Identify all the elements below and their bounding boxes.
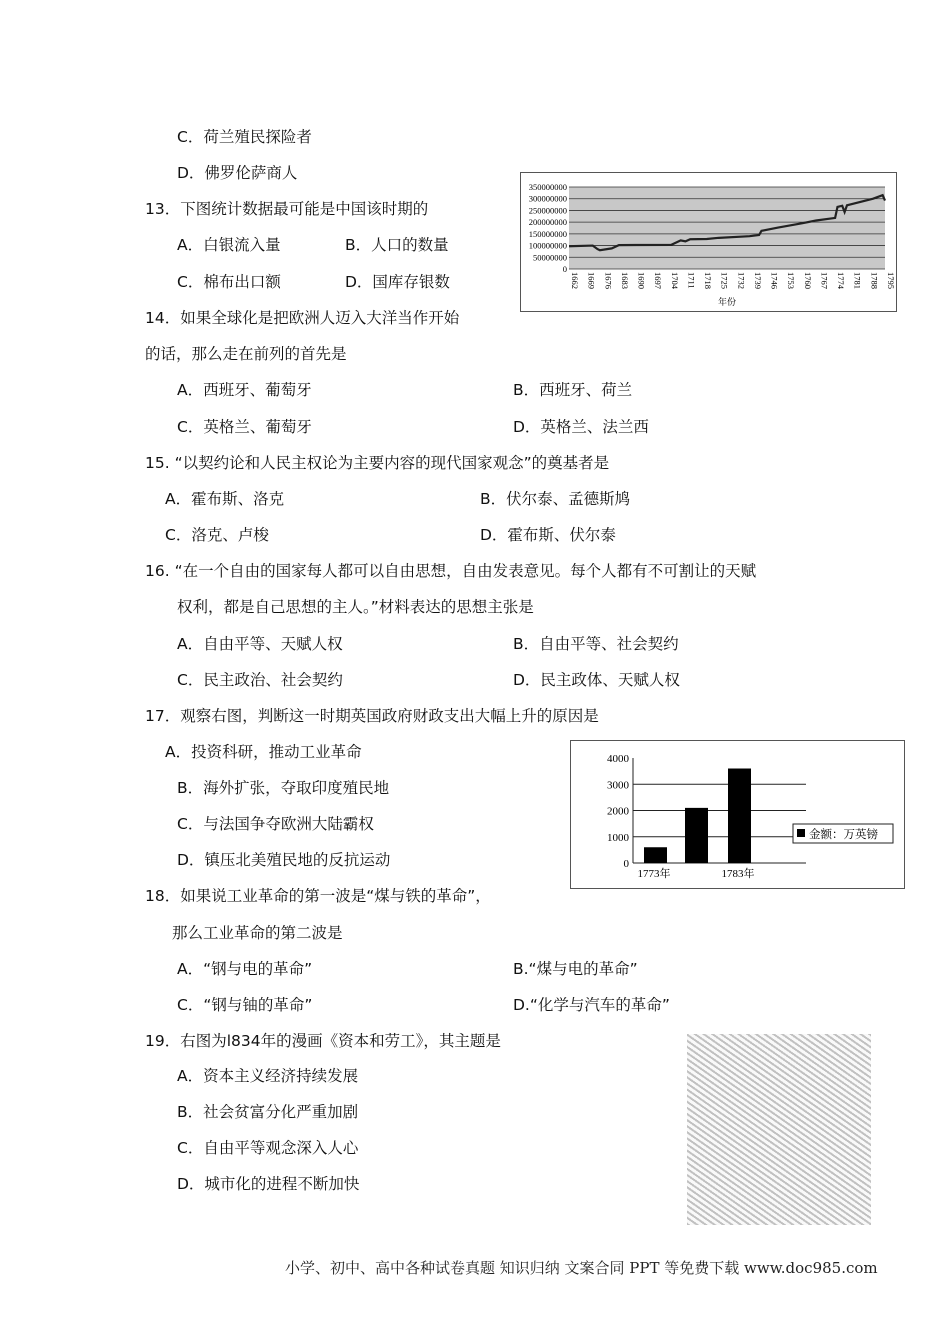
- y-tick-label: 0: [562, 264, 567, 274]
- y-tick-label: 250000000: [528, 205, 567, 216]
- x-tick-label: 1767: [819, 272, 830, 289]
- x-tick-label: 1781: [852, 272, 863, 289]
- q17-option-c: C．与法国争夺欧洲大陆霸权: [177, 815, 374, 833]
- q19-option-c: C．自由平等观念深入人心: [177, 1139, 359, 1157]
- q17-stem: 17．观察右图，判断这一时期英国政府财政支出大幅上升的原因是: [145, 707, 599, 725]
- y-tick-label: 350000000: [528, 182, 567, 192]
- x-tick-label: 1669: [586, 272, 597, 289]
- x-tick-label: 1760: [802, 272, 813, 289]
- q19-option-b: B．社会贫富分化严重加剧: [177, 1103, 359, 1121]
- q15-option-c: C．洛克、卢梭: [165, 526, 269, 544]
- x-tick-label: 1683: [619, 272, 630, 289]
- x-tick-label: 1690: [636, 272, 647, 289]
- q15-stem: 15. “以契约论和人民主权论为主要内容的现代国家观念”的奠基者是: [145, 454, 610, 472]
- x-tick-label: 1746: [769, 272, 780, 289]
- y-tick-label: 1000: [607, 831, 629, 844]
- q16-option-d: D．民主政体、天赋人权: [513, 671, 680, 689]
- footer-text: 小学、初中、高中各种试卷真题 知识归纳 文案合同 PPT 等免费下载 www.doc985.com: [285, 1259, 878, 1277]
- q14-stem-cont: 的话，那么走在前列的首先是: [145, 345, 347, 363]
- x-tick-label: 1788: [869, 272, 880, 289]
- q17-option-b: B．海外扩张，夺取印度殖民地: [177, 779, 390, 797]
- y-tick-label: 2000: [607, 805, 629, 818]
- y-tick-label: 150000000: [528, 228, 567, 239]
- q13-option-c: C．棉布出口额: [177, 273, 281, 291]
- q14-option-d: D．英格兰、法兰西: [513, 418, 649, 436]
- q18-option-a: A．“钢与电的革命”: [177, 960, 313, 978]
- x-tick-label: 1711: [686, 272, 697, 289]
- x-tick-label: 1739: [752, 272, 763, 289]
- q18-option-c: C．“钢与铀的革命”: [177, 996, 313, 1014]
- q18-option-d: D.“化学与汽车的革命”: [513, 996, 670, 1014]
- q15-option-d: D．霍布斯、伏尔泰: [480, 526, 616, 544]
- q19-stem: 19．右图为l834年的漫画《资本和劳工》，其主题是: [145, 1032, 501, 1050]
- x-tick-label: 1732: [736, 272, 747, 289]
- q12-option-d: D．佛罗伦萨商人: [177, 164, 298, 182]
- bar-chart-svg: [571, 741, 904, 888]
- legend-swatch: [797, 829, 805, 837]
- q14-option-c: C．英格兰、葡萄牙: [177, 418, 312, 436]
- y-tick-label: 100000000: [528, 240, 567, 251]
- q13-stem: 13．下图统计数据最可能是中国该时期的: [145, 200, 429, 218]
- bar: [644, 847, 667, 863]
- q19-option-a: A．资本主义经济持续发展: [177, 1067, 359, 1085]
- q18-stem: 18．如果说工业革命的第一波是“煤与铁的革命”，: [145, 887, 491, 905]
- q16-option-b: B．自由平等、社会契约: [513, 635, 679, 653]
- q14-stem: 14．如果全球化是把欧洲人迈入大洋当作开始: [145, 309, 460, 327]
- x-tick-label: 1676: [603, 272, 614, 289]
- q14-option-b: B．西班牙、荷兰: [513, 381, 633, 399]
- q18-stem-cont: 那么工业革命的第二波是: [172, 924, 343, 942]
- line-chart-svg: [521, 173, 896, 311]
- q17-option-d: D．镇压北美殖民地的反抗运动: [177, 851, 391, 869]
- q17-option-a: A．投资科研，推动工业革命: [165, 743, 362, 761]
- q13-option-d: D．国库存银数: [345, 273, 450, 291]
- q15-option-a: A．霍布斯、洛克: [165, 490, 285, 508]
- x-tick-label: 1773年: [637, 868, 671, 880]
- q13-option-b: B．人口的数量: [345, 236, 449, 254]
- x-tick-label: 1753: [786, 272, 797, 289]
- q12-option-c: C．荷兰殖民探险者: [177, 128, 312, 146]
- x-tick-label: 1725: [719, 272, 730, 289]
- q16-stem: 16. “在一个自由的国家每人都可以自由思想，自由发表意见。每个人都有不可割让的天赋: [145, 562, 757, 580]
- plot-area: [569, 187, 885, 269]
- q16-option-a: A．自由平等、天赋人权: [177, 635, 343, 653]
- x-tick-label: 1697: [653, 272, 664, 289]
- y-tick-label: 3000: [607, 779, 629, 792]
- bar: [728, 769, 751, 864]
- y-tick-label: 0: [623, 858, 629, 870]
- q19-option-d: D．城市化的进程不断加快: [177, 1175, 360, 1193]
- y-tick-label: 50000000: [533, 252, 567, 263]
- x-tick-label: 1718: [703, 272, 714, 289]
- q14-option-a: A．西班牙、葡萄牙: [177, 381, 312, 399]
- legend-label: 金额：万英镑: [809, 829, 878, 841]
- x-tick-label: 1704: [669, 272, 680, 289]
- x-axis-label: 年份: [717, 297, 737, 307]
- y-tick-label: 4000: [607, 753, 629, 765]
- x-tick-label: 1662: [570, 272, 580, 289]
- y-tick-label: 300000000: [528, 193, 567, 204]
- x-tick-label: 1783年: [721, 868, 755, 880]
- q16-stem-cont: 权利，都是自己思想的主人。”材料表达的思想主张是: [177, 598, 534, 616]
- q16-option-c: C．民主政治、社会契约: [177, 671, 343, 689]
- x-tick-label: 1774: [836, 272, 847, 289]
- capital-and-labour-cartoon-image: [687, 1034, 871, 1225]
- q18-option-b: B.“煤与电的革命”: [513, 960, 638, 978]
- y-tick-label: 200000000: [528, 217, 567, 228]
- silver-line-chart: [520, 172, 897, 312]
- bar: [685, 808, 708, 863]
- q15-option-b: B．伏尔泰、孟德斯鸠: [480, 490, 631, 508]
- q13-option-a: A．白银流入量: [177, 236, 281, 254]
- x-tick-label: 1795: [886, 272, 896, 289]
- expenditure-bar-chart: [570, 740, 905, 889]
